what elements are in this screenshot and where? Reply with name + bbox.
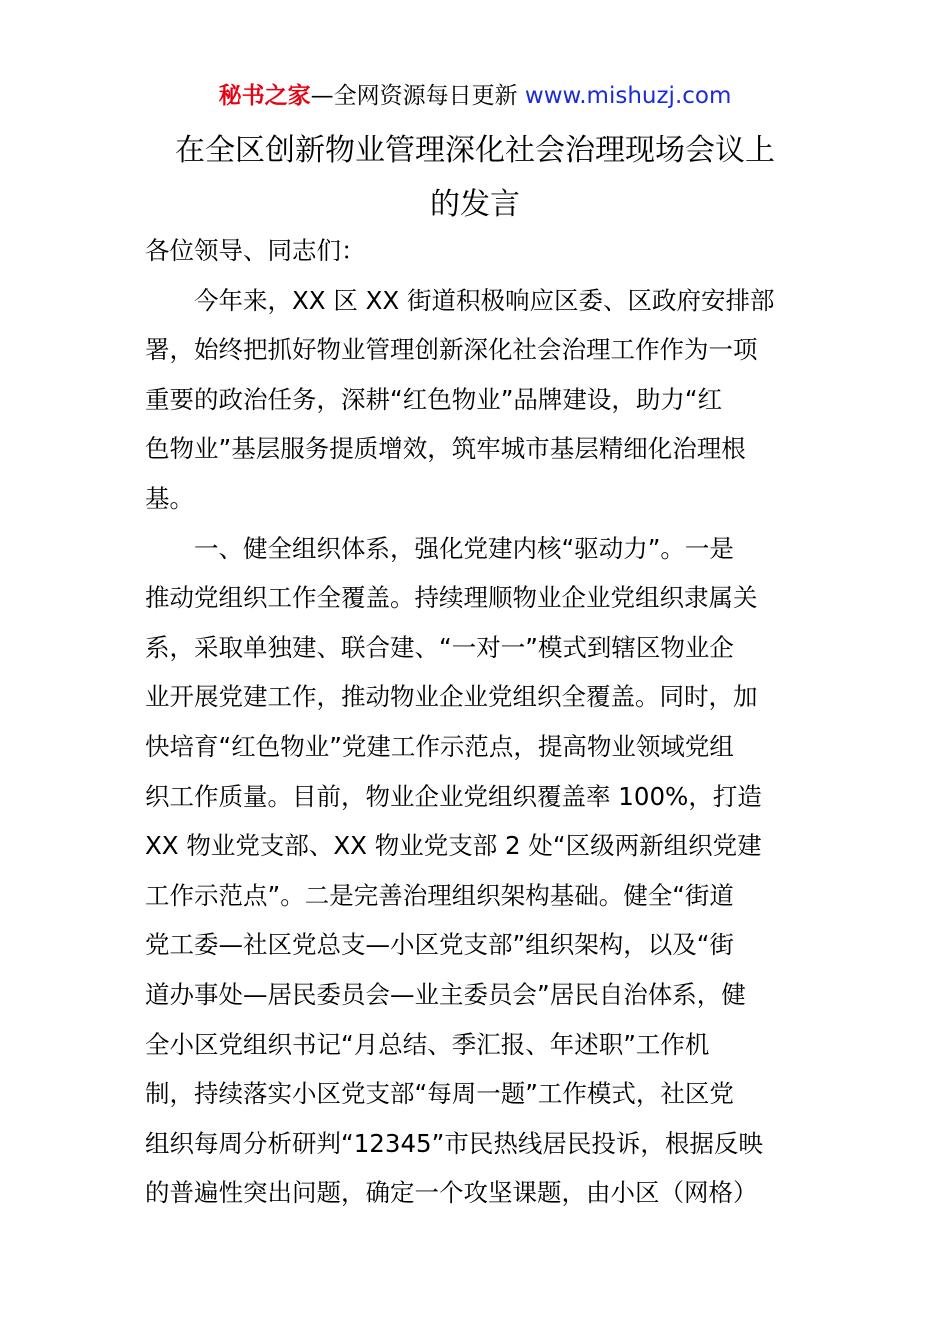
body-line: XX 物业党支部、XX 物业党支部 2 处“区级两新组织党建 [145, 831, 762, 861]
document-title [140, 124, 810, 232]
body-line: 快培育“红色物业”党建工作示范点，提高物业领域党组 [145, 731, 734, 761]
body-line: 系，采取单独建、联合建、“一对一”模式到辖区物业企 [145, 632, 734, 662]
title-line: 的发言 [430, 187, 520, 222]
body-line: 工作示范点”。二是完善治理组织架构基础。健全“街道 [145, 880, 734, 910]
body-line: 一、健全组织体系，强化党建内核“驱动力”。一是 [145, 533, 734, 563]
header-slogan: —全网资源每日更新 [310, 83, 525, 109]
body-line: 的普遍性突出问题，确定一个攻坚课题，由小区（网格） [145, 1178, 758, 1208]
site-header [0, 80, 950, 112]
body-line: 业开展党建工作，推动物业企业党组织全覆盖。同时，加 [145, 682, 758, 712]
body-line: 织工作质量。目前，物业企业党组织覆盖率 100%，打造 [145, 781, 762, 811]
body-line: 重要的政治任务，深耕“红色物业”品牌建设，助力“红 [145, 384, 723, 414]
body-line: 基。 [145, 483, 194, 513]
body-line: 党工委—社区党总支—小区党支部”组织架构，以及“街 [145, 930, 734, 960]
body-line: 组织每周分析研判“12345”市民热线居民投诉，根据反映 [145, 1128, 763, 1158]
body-line: 署，始终把抓好物业管理创新深化社会治理工作作为一项 [145, 335, 758, 365]
salutation: 各位领导、同志们： [145, 236, 366, 265]
body-line: 推动党组织工作全覆盖。持续理顺物业企业党组织隶属关 [145, 583, 758, 613]
title-line: 在全区创新物业管理深化社会治理现场会议上 [175, 133, 775, 168]
brand-name: 秘书之家 [218, 83, 311, 109]
body-line: 色物业”基层服务提质增效，筑牢城市基层精细化治理根 [145, 434, 746, 464]
body-line: 全小区党组织书记“月总结、季汇报、年述职”工作机 [145, 1029, 710, 1059]
body-line: 制，持续落实小区党支部“每周一题”工作模式，社区党 [145, 1079, 734, 1109]
body-line: 道办事处—居民委员会—业主委员会”居民自治体系，健 [145, 979, 746, 1009]
body-line: 今年来，XX 区 XX 街道积极响应区委、区政府安排部 [145, 285, 775, 315]
site-url-link[interactable]: www.mishuzj.com [524, 83, 732, 109]
document-body [145, 226, 810, 1218]
